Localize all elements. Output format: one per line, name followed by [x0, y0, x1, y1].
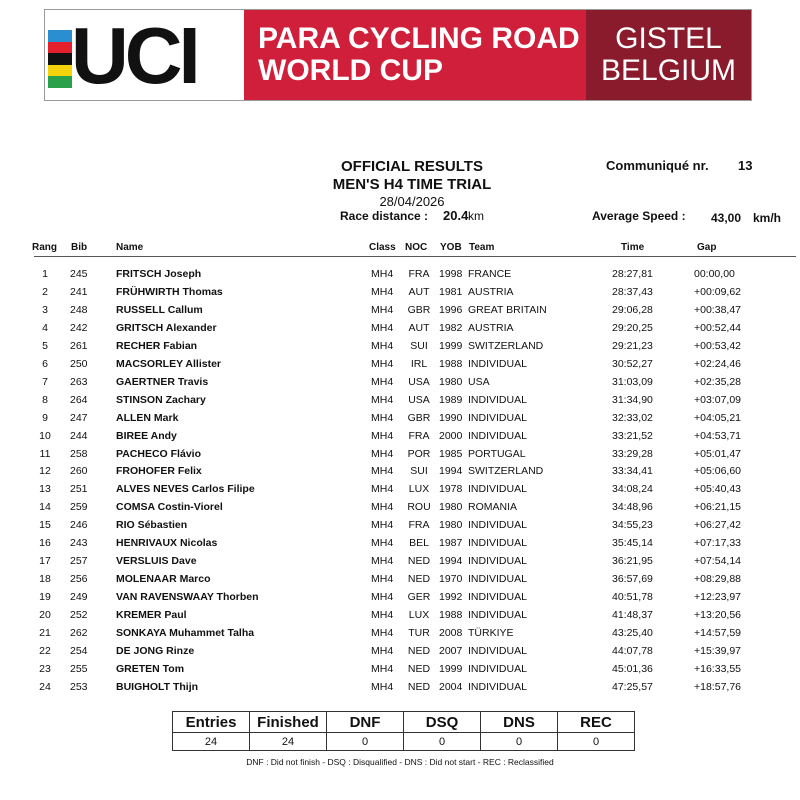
cell-noc: USA: [408, 393, 430, 406]
cell-class: MH4: [371, 465, 394, 478]
cell-class: MH4: [371, 268, 394, 280]
cell-class: MH4: [371, 573, 394, 586]
col-header-name: Name: [116, 242, 144, 253]
table-row: [0, 591, 800, 609]
table-row: [0, 448, 800, 466]
cell-team: TÜRKIYE: [468, 627, 514, 639]
event-name-line2: WORLD CUP: [258, 54, 443, 87]
cell-yob: 1994: [439, 465, 463, 478]
rainbow-stripes-icon: [48, 30, 72, 88]
cell-class: MH4: [371, 303, 394, 316]
cell-yob: 2007: [439, 644, 463, 657]
cell-rank: 5: [42, 339, 48, 352]
cell-rider-name: KREMER Paul: [116, 609, 187, 622]
cell-class: MH4: [371, 591, 394, 604]
cell-rider-name: BIREE Andy: [116, 429, 177, 442]
cell-rank: 23: [39, 662, 51, 675]
cell-rank: 16: [39, 537, 51, 550]
summary-table: [172, 711, 635, 751]
cell-team: INDIVIDUAL: [468, 555, 527, 568]
cell-time: 34:55,23: [612, 519, 653, 532]
location-country: BELGIUM: [600, 54, 737, 87]
cell-yob: 1996: [439, 303, 463, 316]
cell-team: INDIVIDUAL: [468, 644, 527, 657]
table-row: [0, 304, 800, 322]
cell-time: 31:34,90: [612, 393, 653, 406]
cell-noc: FRA: [408, 519, 430, 532]
summary-value-dnf: 0: [327, 733, 404, 751]
cell-team: INDIVIDUAL: [468, 680, 527, 693]
cell-yob: 1970: [439, 573, 463, 586]
cell-yob: 1980: [439, 519, 463, 532]
cell-noc: GBR: [407, 411, 431, 424]
table-row: [0, 483, 800, 501]
cell-rank: 6: [42, 357, 48, 370]
cell-noc: USA: [408, 375, 430, 388]
table-row: [0, 519, 800, 537]
cell-team: PORTUGAL: [468, 447, 526, 460]
uci-logo: [45, 10, 244, 100]
cell-rider-name: DE JONG Rinze: [116, 644, 195, 657]
cell-time: 31:03,09: [612, 375, 653, 388]
cell-class: MH4: [371, 501, 394, 514]
cell-bib: 252: [70, 609, 88, 622]
table-row: [0, 645, 800, 663]
cell-class: MH4: [371, 644, 394, 657]
cell-rider-name: RIO Sébastien: [116, 519, 188, 532]
cell-noc: POR: [407, 447, 431, 460]
cell-class: MH4: [371, 285, 394, 298]
table-row: [0, 681, 800, 699]
cell-bib: 241: [70, 285, 88, 298]
cell-team: INDIVIDUAL: [468, 483, 527, 496]
cell-bib: 245: [70, 268, 88, 280]
cell-class: MH4: [371, 321, 394, 334]
cell-time: 43:25,40: [612, 627, 653, 639]
cell-bib: 256: [70, 573, 88, 586]
cell-gap: +06:27,42: [694, 519, 742, 532]
cell-class: MH4: [371, 537, 394, 550]
cell-bib: 264: [70, 393, 88, 406]
cell-noc: AUT: [408, 285, 430, 298]
cell-gap: +05:40,43: [694, 483, 742, 496]
table-row: [0, 555, 800, 573]
cell-team: INDIVIDUAL: [468, 357, 527, 370]
distance-value: 20.4: [443, 208, 469, 223]
cell-rider-name: FRÜHWIRTH Thomas: [116, 285, 223, 298]
cell-time: 28:27,81: [612, 268, 653, 280]
cell-bib: 254: [70, 644, 88, 657]
cell-rank: 22: [39, 644, 51, 657]
cell-bib: 257: [70, 555, 88, 568]
table-row: [0, 537, 800, 555]
race-date: 28/04/2026: [379, 194, 445, 209]
cell-gap: +16:33,55: [694, 662, 742, 675]
cell-rank: 2: [42, 285, 48, 298]
cell-gap: +18:57,76: [694, 680, 742, 693]
cell-gap: +00:09,62: [694, 285, 742, 298]
cell-bib: 262: [70, 627, 88, 639]
cell-yob: 2008: [439, 627, 463, 639]
cell-class: MH4: [371, 357, 394, 370]
cell-time: 36:21,95: [612, 555, 653, 568]
cell-rank: 9: [42, 411, 48, 424]
table-row: [0, 627, 800, 645]
distance-label: Race distance :: [340, 209, 429, 223]
location-panel: [586, 10, 751, 100]
communique-label: Communiqué nr.: [606, 158, 709, 173]
summary-value-entries: 24: [173, 733, 250, 751]
cell-noc: GBR: [407, 303, 431, 316]
cell-rank: 4: [42, 321, 48, 334]
cell-time: 33:34,41: [612, 465, 653, 478]
cell-bib: 258: [70, 447, 88, 460]
cell-gap: +06:21,15: [694, 501, 742, 514]
cell-rider-name: BUIGHOLT Thijn: [116, 680, 199, 693]
cell-time: 32:33,02: [612, 411, 653, 424]
cell-yob: 1998: [439, 268, 463, 280]
speed-unit: km/h: [753, 211, 782, 225]
cell-rank: 24: [39, 680, 51, 693]
cell-team: ROMANIA: [468, 501, 518, 514]
cell-gap: +07:17,33: [694, 537, 742, 550]
cell-time: 40:51,78: [612, 591, 653, 604]
cell-bib: 255: [70, 662, 88, 675]
cell-bib: 242: [70, 321, 88, 334]
cell-yob: 1980: [439, 375, 463, 388]
col-header-rank: Rang: [32, 242, 57, 253]
cell-class: MH4: [371, 627, 394, 639]
cell-rider-name: VAN RAVENSWAAY Thorben: [116, 591, 259, 604]
cell-noc: TUR: [408, 627, 430, 639]
cell-bib: 244: [70, 429, 88, 442]
table-row: [0, 322, 800, 340]
table-row: [0, 430, 800, 448]
cell-bib: 248: [70, 303, 88, 316]
cell-rider-name: COMSA Costin-Viorel: [116, 501, 223, 514]
cell-yob: 1994: [439, 555, 463, 568]
cell-bib: 263: [70, 375, 88, 388]
cell-noc: ROU: [407, 501, 431, 514]
cell-gap: +00:38,47: [694, 303, 742, 316]
cell-yob: 1988: [439, 609, 463, 622]
cell-class: MH4: [371, 339, 394, 352]
cell-team: FRANCE: [468, 268, 512, 280]
cell-time: 35:45,14: [612, 537, 653, 550]
event-name-panel: [244, 10, 586, 100]
cell-rider-name: RECHER Fabian: [116, 339, 198, 352]
table-row: [0, 340, 800, 358]
cell-noc: BEL: [409, 537, 429, 550]
col-header-bib: Bib: [71, 242, 88, 253]
cell-yob: 1989: [439, 393, 463, 406]
cell-gap: +13:20,56: [694, 609, 742, 622]
summary-value-dsq: 0: [404, 733, 481, 751]
table-row: [0, 501, 800, 519]
cell-rank: 20: [39, 609, 51, 622]
cell-yob: 1978: [439, 483, 463, 496]
table-row: [0, 663, 800, 681]
cell-noc: GER: [407, 591, 431, 604]
cell-gap: +05:06,60: [694, 465, 742, 478]
cell-time: 30:52,27: [612, 357, 653, 370]
cell-class: MH4: [371, 429, 394, 442]
summary-value-finished: 24: [250, 733, 327, 751]
cell-time: 34:48,96: [612, 501, 653, 514]
cell-class: MH4: [371, 393, 394, 406]
table-row: [0, 286, 800, 304]
table-row: [0, 573, 800, 591]
cell-team: INDIVIDUAL: [468, 537, 527, 550]
cell-yob: 1980: [439, 501, 463, 514]
cell-rider-name: SONKAYA Muhammet Talha: [116, 627, 255, 639]
cell-team: INDIVIDUAL: [468, 411, 527, 424]
cell-noc: FRA: [408, 268, 430, 280]
race-title: MEN'S H4 TIME TRIAL: [332, 176, 492, 193]
cell-rank: 11: [39, 447, 51, 460]
cell-bib: 250: [70, 357, 88, 370]
cell-bib: 260: [70, 465, 88, 478]
cell-bib: 249: [70, 591, 88, 604]
cell-team: GREAT BRITAIN: [468, 303, 547, 316]
cell-team: SWITZERLAND: [468, 465, 544, 478]
speed-label: Average Speed :: [592, 209, 686, 223]
cell-time: 41:48,37: [612, 609, 653, 622]
cell-gap: +02:35,28: [694, 375, 742, 388]
table-row: [0, 465, 800, 483]
cell-team: AUSTRIA: [468, 321, 514, 334]
cell-bib: 246: [70, 519, 88, 532]
cell-class: MH4: [371, 411, 394, 424]
summary-header-dsq: DSQ: [404, 712, 481, 733]
cell-gap: +14:57,59: [694, 627, 742, 639]
cell-noc: LUX: [408, 483, 430, 496]
document-title: OFFICIAL RESULTS: [341, 158, 483, 175]
distance-unit: km: [468, 209, 484, 223]
cell-noc: NED: [407, 662, 431, 675]
cell-noc: SUI: [410, 465, 428, 478]
table-row: [0, 412, 800, 430]
cell-bib: 247: [70, 411, 88, 424]
cell-time: 29:20,25: [612, 321, 653, 334]
header-divider: [34, 256, 796, 257]
cell-yob: 1988: [439, 357, 463, 370]
cell-rank: 7: [42, 375, 48, 388]
cell-yob: 2000: [439, 429, 463, 442]
cell-team: INDIVIDUAL: [468, 519, 527, 532]
cell-rank: 1: [42, 268, 48, 280]
cell-rider-name: GRITSCH Alexander: [116, 321, 217, 334]
cell-rank: 15: [39, 519, 51, 532]
table-row: [0, 268, 800, 286]
cell-rank: 19: [39, 591, 51, 604]
cell-yob: 1985: [439, 447, 463, 460]
cell-noc: AUT: [408, 321, 430, 334]
cell-rank: 14: [39, 501, 51, 514]
col-header-yob: YOB: [440, 242, 462, 253]
cell-rider-name: HENRIVAUX Nicolas: [116, 537, 218, 550]
cell-bib: 259: [70, 501, 88, 514]
location-city: GISTEL: [615, 22, 722, 55]
table-row: [0, 609, 800, 627]
cell-class: MH4: [371, 662, 394, 675]
cell-team: USA: [468, 375, 490, 388]
cell-time: 33:21,52: [612, 429, 653, 442]
cell-rider-name: RUSSELL Callum: [116, 303, 203, 316]
cell-time: 44:07,78: [612, 644, 653, 657]
cell-rank: 17: [39, 555, 51, 568]
cell-team: INDIVIDUAL: [468, 591, 527, 604]
cell-noc: FRA: [408, 429, 430, 442]
cell-class: MH4: [371, 519, 394, 532]
cell-gap: +03:07,09: [694, 393, 742, 406]
cell-yob: 1982: [439, 321, 463, 334]
summary-header-finished: Finished: [250, 712, 327, 733]
summary-header-rec: REC: [558, 712, 635, 733]
summary-value-rec: 0: [558, 733, 635, 751]
cell-rank: 12: [39, 465, 51, 478]
cell-rider-name: FRITSCH Joseph: [116, 268, 202, 280]
cell-rider-name: STINSON Zachary: [116, 393, 206, 406]
cell-rider-name: VERSLUIS Dave: [116, 555, 197, 568]
cell-rider-name: ALLEN Mark: [116, 411, 179, 424]
cell-gap: +04:05,21: [694, 411, 742, 424]
summary-value-dns: 0: [481, 733, 558, 751]
communique-number: 13: [738, 158, 753, 173]
cell-team: INDIVIDUAL: [468, 609, 527, 622]
summary-header-entries: Entries: [173, 712, 250, 733]
cell-noc: NED: [407, 644, 431, 657]
cell-gap: +07:54,14: [694, 555, 742, 568]
col-header-noc: NOC: [405, 242, 428, 253]
cell-rider-name: MOLENAAR Marco: [116, 573, 211, 586]
cell-time: 34:08,24: [612, 483, 653, 496]
cell-rider-name: MACSORLEY Allister: [116, 357, 222, 370]
cell-time: 33:29,28: [612, 447, 653, 460]
cell-yob: 2004: [439, 680, 463, 693]
cell-rank: 8: [42, 393, 48, 406]
cell-rank: 10: [39, 429, 51, 442]
cell-yob: 1987: [439, 537, 463, 550]
col-header-class: Class: [369, 242, 396, 253]
table-row: [0, 358, 800, 376]
summary-header-dns: DNS: [481, 712, 558, 733]
cell-time: 47:25,57: [612, 680, 653, 693]
cell-gap: +12:23,97: [694, 591, 742, 604]
cell-gap: +05:01,47: [694, 447, 742, 460]
cell-rank: 21: [39, 627, 51, 639]
cell-rider-name: ALVES NEVES Carlos Filipe: [116, 483, 255, 496]
cell-team: INDIVIDUAL: [468, 429, 527, 442]
cell-class: MH4: [371, 483, 394, 496]
cell-noc: SUI: [410, 339, 428, 352]
cell-rank: 18: [39, 573, 51, 586]
cell-class: MH4: [371, 555, 394, 568]
cell-gap: +00:53,42: [694, 339, 742, 352]
cell-noc: LUX: [408, 609, 430, 622]
col-header-gap: Gap: [697, 242, 717, 253]
cell-team: INDIVIDUAL: [468, 573, 527, 586]
event-name-line1: PARA CYCLING ROAD: [258, 22, 580, 55]
uci-logo-text: UCI: [71, 11, 197, 100]
cell-bib: 251: [70, 483, 88, 496]
cell-time: 29:21,23: [612, 339, 653, 352]
cell-noc: NED: [407, 555, 431, 568]
cell-noc: NED: [407, 680, 431, 693]
cell-rider-name: FROHOFER Felix: [116, 465, 202, 478]
cell-bib: 243: [70, 537, 88, 550]
cell-gap: 00:00,00: [694, 268, 735, 280]
cell-yob: 1999: [439, 339, 463, 352]
cell-bib: 253: [70, 680, 88, 693]
cell-yob: 1999: [439, 662, 463, 675]
cell-class: MH4: [371, 447, 394, 460]
cell-rider-name: GRETEN Tom: [116, 662, 185, 675]
cell-class: MH4: [371, 680, 394, 693]
cell-noc: NED: [407, 573, 431, 586]
cell-time: 28:37,43: [612, 285, 653, 298]
event-banner: [44, 9, 752, 101]
cell-team: SWITZERLAND: [468, 339, 544, 352]
cell-team: INDIVIDUAL: [468, 393, 527, 406]
cell-bib: 261: [70, 339, 88, 352]
cell-yob: 1990: [439, 411, 463, 424]
cell-rank: 13: [39, 483, 51, 496]
cell-team: AUSTRIA: [468, 285, 514, 298]
cell-yob: 1981: [439, 285, 463, 298]
summary-header-dnf: DNF: [327, 712, 404, 733]
cell-gap: +15:39,97: [694, 644, 742, 657]
cell-team: INDIVIDUAL: [468, 662, 527, 675]
cell-time: 45:01,36: [612, 662, 653, 675]
cell-class: MH4: [371, 375, 394, 388]
cell-gap: +02:24,46: [694, 357, 742, 370]
cell-time: 36:57,69: [612, 573, 653, 586]
cell-rank: 3: [42, 303, 48, 316]
cell-gap: +00:52,44: [694, 321, 742, 334]
cell-noc: IRL: [410, 357, 428, 370]
col-header-team: Team: [469, 242, 495, 253]
cell-rider-name: PACHECO Flávio: [116, 447, 201, 460]
table-row: [0, 394, 800, 412]
cell-gap: +04:53,71: [694, 429, 742, 442]
cell-yob: 1992: [439, 591, 463, 604]
cell-time: 29:06,28: [612, 303, 653, 316]
cell-rider-name: GAERTNER Travis: [116, 375, 209, 388]
col-header-time: Time: [621, 242, 645, 253]
speed-value: 43,00: [711, 211, 742, 225]
status-legend: DNF : Did not finish - DSQ : Disqualified - DNS : Did not start - REC : Reclassified: [246, 757, 554, 767]
cell-gap: +08:29,88: [694, 573, 742, 586]
cell-class: MH4: [371, 609, 394, 622]
table-row: [0, 376, 800, 394]
